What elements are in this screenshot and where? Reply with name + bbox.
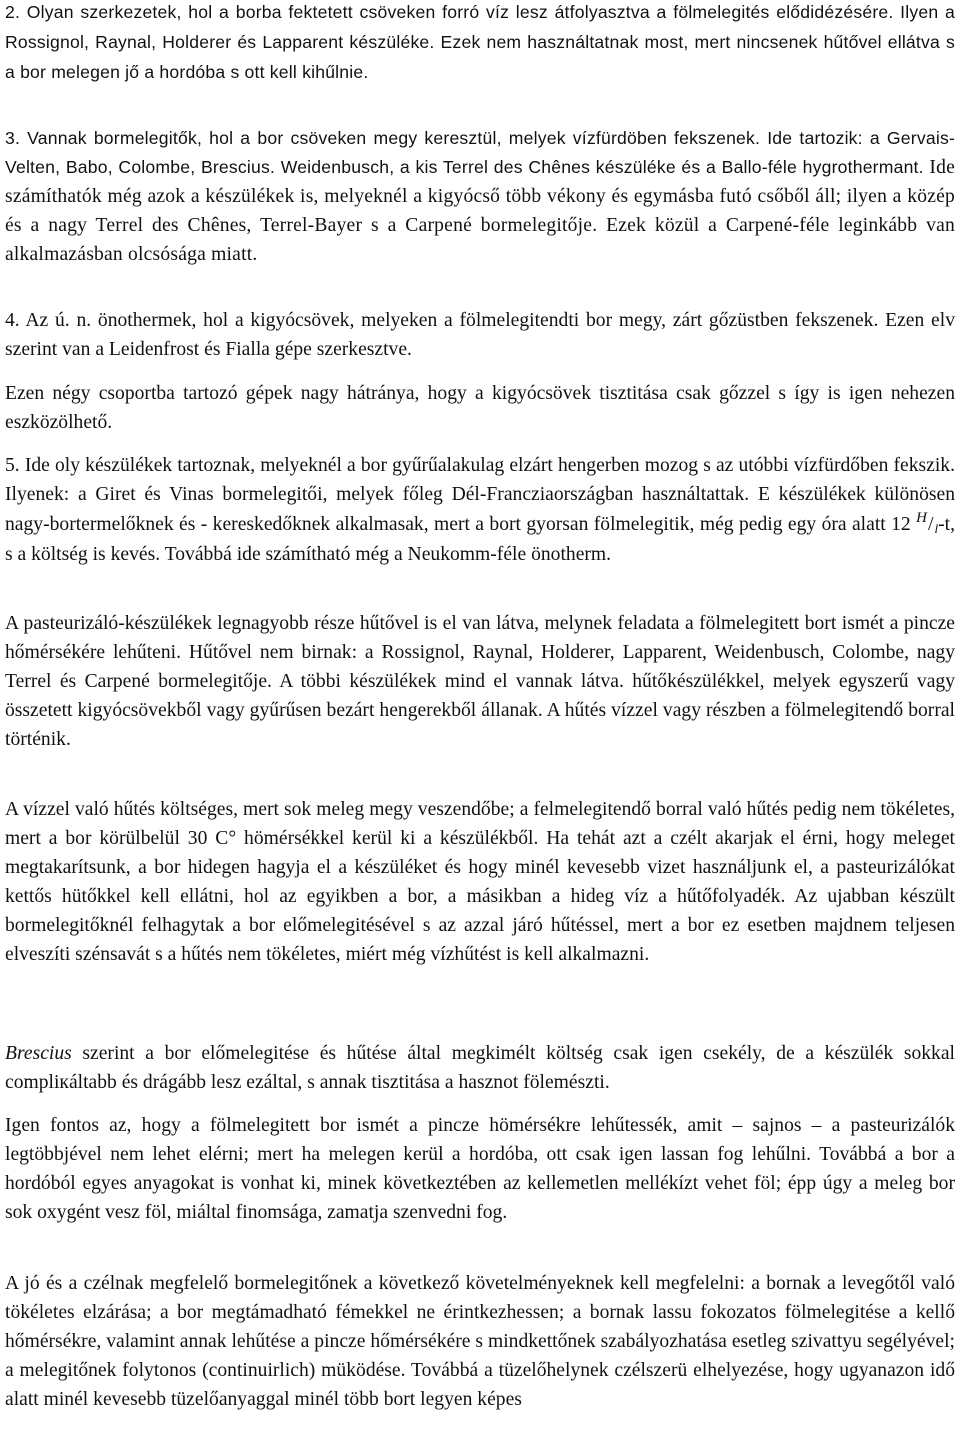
paragraph-3-sans-text: 3. Vannak bormelegitők, hol a bor csöveken megy keresztül, melyek vízfürdöben fekszenek. Ide tartozik: a Gervais-Velten, Babo, Colombe, Brescius. Weidenbusch, a kis Terrel des Chênes készüléke és a Ballo-féle hygrothermant. — [5, 128, 955, 177]
brescius-name: Brescius — [5, 1043, 72, 1064]
paragraph-5-text-after: -t, s a költség is kevés. Továbbá ide számítható még a Neukomm-féle önotherm. — [5, 513, 955, 565]
paragraph-4-text: 4. Az ú. n. önothermek, hol a kigyócsövek, melyeken a fölmelegitendti bor megy, zárt gőzüstben fekszenek. Ezen elv szerint van a Leidenfrost és Fialla gépe szerkesztve. — [5, 310, 955, 360]
paragraph-brescius — [5, 1040, 955, 1098]
paragraph-disadvantage — [5, 380, 955, 438]
paragraph-water-cooling-text: A vízzel való hűtés költséges, mert sok meleg megy veszendőbe; a felmelegitendő borral való hűtés pedig nem tökéletes, mert a bor körülbelül 30 C° hömérsékkel kerül ki a készülékből. Ha tehát azt a czélt akarjak el érni, hogy meleget megtakarítsunk, a bor hidegen hagyja el a készüléket és hogy minél kevesebb vizet használjunk el, a pasteurizálókat kettős hütőkkel kell ellátni, hol az egyikben a bor, a másikban a hideg víz a hűtőfolyadék. Az ujabban készült bormelegitőknél felhagytak a bor előmelegitésével s az azzal járó hűtéssel, mert a bor ez esetben majdnem teljesen elveszíti szénsavát s a hűtés nem tökéletes, miért még vízhűtést is kell alkalmazni. — [5, 799, 955, 965]
paragraph-3-serif-text: Ide számíthatók még azok a készülékek is, melyeknél a kigyócső több vékony és egymásba futó csőből áll; ilyen a közép és a nagy Terrel des Chênes, Terrel-Bayer s a Carpené bormelegitője. Ezek közül a Carpené-féle leginkább van alkalmazásban olcsósága miatt. — [5, 157, 955, 265]
fraction-numerator: H — [916, 509, 927, 526]
paragraph-cooling-importance-text: Igen fontos az, hogy a fölmelegitett bor ismét a pincze hömérsékre lehűtessék, amit – sajnos – a pasteurizálók legtöbbjével nem lehet elérni; mert ha melegen kerül a hordóba, ott csak igen lassan fog lehűlni. Továbbá a bor a hordóból egyes anyagokat is vonhat ki, minek következtében az kellemetlen mellékízt vehet föl; épp úgy a meleg bor sok oxygént vesz föl, miáltal finomsága, zamatja szenvedni fog. — [5, 1115, 955, 1223]
paragraph-requirements — [5, 1270, 955, 1415]
fraction-denominator: l — [934, 520, 939, 536]
hectoliter-fraction — [916, 509, 939, 536]
paragraph-pasteurizer-text: A pasteurizáló-készülékek legnagyobb része hűtővel is el van látva, melynek feladata a fölmelegitett bort ismét a pincze hőmérsékére lehűteni. Hűtővel nem birnak: a Rossignol, Raynal, Holderer, Lapparent, Weidenbusch, Colombe, nagy Terrel és Carpené bormelegitője. A többi készülékek mind el vannak látva. hűtőkészülékkel, melyek egyszerű vagy összetett kigyócsövekből vagy gyűrűsen bezárt hengerekből állanak. A hűtés vízzel vagy részben a fölmelegitendő borral történik. — [5, 613, 955, 750]
paragraph-5-text-before: 5. Ide oly készülékek tartoznak, melyeknél a bor gyűrűalakulag elzárt hengerben mozog s az utóbbi vízfürdőben fekszik. Ilyenek: a Giret és Vinas bormelegitői, melyek főleg Dél-Francziaországban használtattak. E készülékek különösen nagy-bortermelőknek és - kereskedőknek alkalmasak, mert a bort gyorsan fölmelegitik, még pedig egy óra alatt 12 — [5, 455, 955, 535]
paragraph-cooling-importance — [5, 1112, 955, 1228]
paragraph-5 — [5, 452, 955, 570]
paragraph-3 — [5, 124, 955, 269]
paragraph-water-cooling — [5, 796, 955, 969]
fraction-slash: / — [927, 512, 934, 535]
paragraph-brescius-text: szerint a bor előmelegitése és hűtése által megkimélt költség csak igen csekély, de a készülék sokkal compliкáltabb és drágább lesz ezáltal, s annak tisztitása a hasznot fölemészti. — [5, 1043, 955, 1093]
paragraph-requirements-text: A jó és a czélnak megfelelő bormelegitőnek a következő követelményeknek kell megfelelni: a bornak a levegőtől való tökéletes elzárása; a bor megtámadható fémekkel ne érintkezhessen; a bornak lassu fokozatos fölmelegitése a kellő hőmérsékre, valamint annak lehűtése a pincze hőmérsékére s mindkettőnek szabályozhatása esetleg szivattyu segélyével; a melegitőnek folytonos (continuirlich) müködése. Továbbá a tüzelőhelynek czélszerü elhelyezése, hogy ugyanazon idő alatt minél kevesebb tüzelőanyaggal minél több bort legyen képes — [5, 1273, 955, 1410]
paragraph-2 — [5, 0, 955, 88]
paragraph-pasteurizer — [5, 610, 955, 755]
paragraph-disadvantage-text: Ezen négy csoportba tartozó gépek nagy hátránya, hogy a kigyócsövek tisztitása csak gőzzel s így is igen nehezen eszközölhető. — [5, 383, 955, 433]
paragraph-4 — [5, 307, 955, 365]
paragraph-2-text: 2. Olyan szerkezetek, hol a borba fektetett csöveken forró víz lesz átfolyasztva a fölmelegités elődidézésére. Ilyen a Rossignol, Raynal, Holderer és Lapparent készüléke. Ezek nem használtatnak most, mert nincsenek hűtővel ellátva s a bor melegen jő a hordóba s ott kell kihűlnie. — [5, 2, 955, 82]
